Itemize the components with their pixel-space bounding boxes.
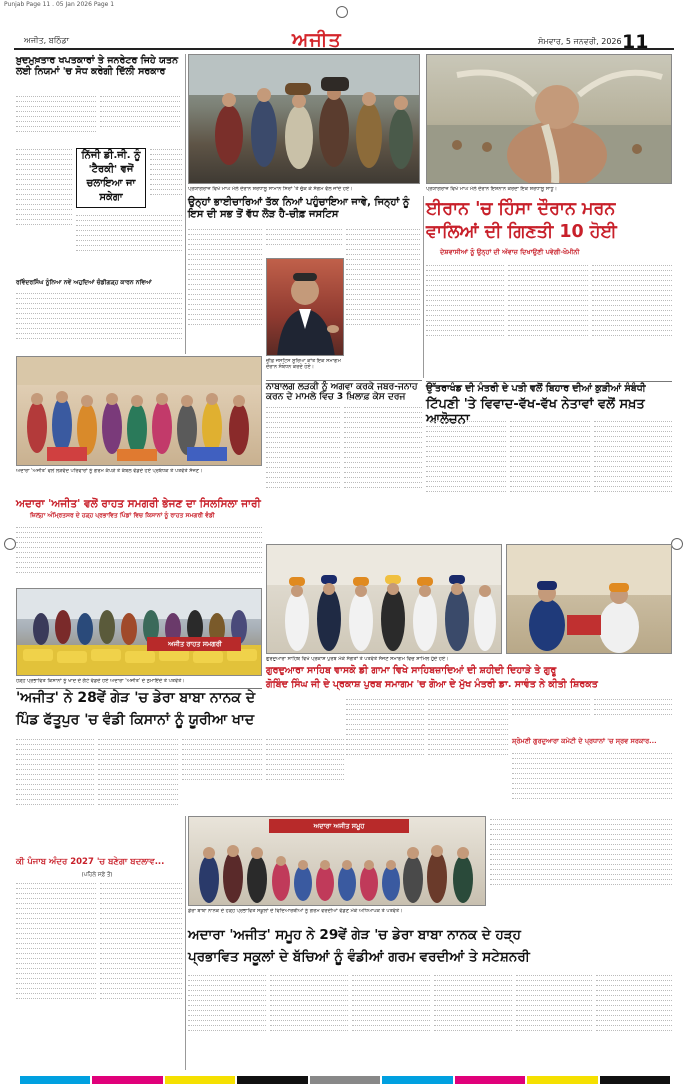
boxed-quote: ਨਿੱਜੀ ਡੀ.ਜੀ. ਨੂੰ 'ਟੈਰਕੀ' ਵਜੋਂ ਚਲਾਇਆ ਜਾ ਸਕੇਗਾ [76,148,146,208]
photo-school-students [188,816,486,906]
body-text [352,972,430,1070]
body-text [16,290,182,350]
body-text [100,880,182,1070]
column-rule [185,54,186,354]
photo-gurdwara-2 [506,544,672,654]
gurdwara-image-1 [267,545,502,654]
headline-relief: ਅਦਾਰਾ 'ਅਜੀਤ' ਵਲੋਂ ਰਾਹਤ ਸਮਗਰੀ ਭੇਜਣ ਦਾ ਸਿਲਸਿਲਾ ਜਾਰੀ [16,498,261,510]
caption-school-students: ਡੇਰਾ ਬਾਬਾ ਨਾਨਕ ਦੇ ਹੜ੍ਹ ਪ੍ਰਭਾਵਿਤ ਸਕੂਲਾਂ ਦੇ ਵਿਦਿਆਰਥੀਆਂ ਨੂੰ ਗਰਮ ਵਰਦੀਆਂ ਵੰਡਣ ਮੌਕੇ ਅਧਿਆਪਕ ਤੇ ਪਤਵੰਤੇ। [188,908,403,914]
subhead-left: ਰਵਿੰਦਰਸਿੰਘ ਨੂੰਨਿਆ ਨਵੇਂ ਅਹੁਦਿਆਂ ਚੰਡੀਗੜ੍ਹ ਕਾਰਨ ਨਵਿਆਂ [16,279,152,286]
blanket-distribution-image [17,357,262,466]
chief-justice-image [267,259,344,356]
body-text [596,972,672,1070]
banner-school: ਅਦਾਰਾ ਅਜੀਤ ਸਮੂਹ [313,822,365,830]
section-rule [426,381,672,382]
body-text [490,816,672,908]
headline-ajit-29-line1: ਅਦਾਰਾ 'ਅਜੀਤ' ਸਮੂਹ ਨੇ 29ਵੇਂ ਗੇੜ 'ਚ ਡੇਰਾ ਬਾਬਾ ਨਾਨਕ ਦੇ ਹੜ੍ਹ [188,927,521,943]
body-text [98,736,178,852]
gurdwara-image-2 [507,545,672,654]
body-text [266,736,344,814]
headline-uttarakhand-1: ਉੱਤਰਾਖੰਡ ਦੀ ਮੰਤਰੀ ਦੇ ਪਤੀ ਵਲੋਂ ਬਿਹਾਰ ਦੀਆਂ ਕੁੜੀਆਂ ਸੰਬੰਧੀ [426,383,646,394]
headline-ajit-28-line2: ਪਿੰਡ ਫੱਤੂਪੁਰ 'ਚ ਵੰਡੀ ਕਿਸਾਨਾਂ ਨੂੰ ਯੂਰੀਆ ਖਾਦ [16,712,255,728]
subhead-iran: ਦੇਸ਼ਵਾਸੀਆਂ ਨੂੰ ਉਨ੍ਹਾਂ ਦੀ ਅੱਵਾਜ਼ ਦਿਖਾਉਣੀ ਪਵੇਗੀ-ਖੋਮੀਨੀ [440,248,580,256]
body-text [346,696,424,796]
body-text [510,418,590,538]
column-rule [423,196,424,378]
color-registration-bar [20,1076,670,1084]
photo-sadhu [426,54,672,184]
page-number: 11 [622,31,649,53]
body-text [266,404,340,540]
headline-left-top: ਖ਼ੁਦਮੁਖ਼ਤਾਰ ਖਪਤਕਾਰਾਂ ਤੇ ਜਨਰੇਟਰ ਜਿਹੇ ਯਤਨ ਲਈ ਨਿਯਮਾਂ 'ਚ ਸੋਧ ਕਰੇਗੀ ਦਿੱਲੀ ਸਰਕਾਰ [16,55,179,77]
banner-relief: ਅਜੀਤ ਰਾਹਤ ਸਮਗਰੀ [168,640,222,648]
body-text [346,226,420,376]
headline-iran: ਈਰਾਨ 'ਚ ਹਿੰਸਾ ਦੌਰਾਨ ਮਰਨ ਵਾਲਿਆਂ ਦੀ ਗਿਣਤੀ 10 ਹੋਈ [426,199,617,242]
body-text [16,146,72,276]
photo-chief-justice [266,258,344,356]
body-text [426,262,504,378]
photo-pilgrims [188,54,420,184]
caption-gurdwara: ਗੁਰਦੁਆਰਾ ਸਾਹਿਬ ਵਿਖੇ ਪ੍ਰਕਾਸ਼ ਪੁਰਬ ਮੌਕੇ ਸੰਗਤਾਂ ਤੇ ਪਤਵੰਤੇ ਸੱਜਣ ਸਮਾਗਮ ਵਿਚ ਸ਼ਾਮਿਲ ਹੁੰਦੇ ਹੋਏ। [266,656,449,662]
headline-minor-case: ਨਾਬਾਲਗ ਲੜਕੀ ਨੂੰ ਅਗਵਾ ਕਰਕੇ ਜਬਰ-ਜਨਾਹ ਕਰਨ ਦੇ ਮਾਮਲੇ ਵਿਚ 3 ਖ਼ਿਲਾਫ਼ ਕੇਸ ਦਰਜ [266,382,418,403]
caption-blanket-distribution: ਅਦਾਰਾ 'ਅਜੀਤ' ਵਲੋਂ ਲੋੜਵੰਦ ਪਰਿਵਾਰਾਂ ਨੂੰ ਗਰਮ ਕੱਪੜੇ ਤੇ ਕੰਬਲ ਵੰਡਦੇ ਹੋਏ ਪ੍ਰਬੰਧਕ ਤੇ ਪਤਵੰਤੇ ਸੱਜਣ। [16,468,203,474]
continued-label: (ਪਹਿਲੇ ਸਫ਼ੇ ਤੋਂ) [81,872,113,878]
subhead-sgpc: ਸ਼੍ਰੋਮਣੀ ਗੁਰਦੁਆਰਾ ਕਮੇਟੀ ਦੇ ਪ੍ਰਧਾਨਾਂ 'ਚ ਸ੍ਰਵ ਸਰਕਾਰ... [512,737,657,745]
sadhu-image [427,55,672,184]
body-text [508,262,588,378]
body-text [594,696,672,736]
body-text [100,94,180,142]
photo-blanket-distribution [16,356,262,466]
body-text [188,972,266,1070]
body-text [434,972,512,1070]
photo-fertilizer-bags [16,588,262,676]
headline-uttarakhand-2: ਟਿੱਪਣੀ 'ਤੇ ਵਿਵਾਦ-ਵੱਖ-ਵੱਖ ਨੇਤਾਵਾਂ ਵਲੋਂ ਸਖ਼ਤ ਆਲੋਚਨਾ [426,397,645,427]
edition-label: ਅਜੀਤ, ਬਠਿੰਡਾ [24,36,70,45]
caption-pilgrims: ਪ੍ਰਯਾਗਰਾਜ ਵਿਖੇ ਮਾਘ ਮੇਲੇ ਦੌਰਾਨ ਸ਼ਰਧਾਲੂ ਸਾਮਾਨ ਸਿਰਾਂ 'ਤੇ ਚੁੱਕ ਕੇ ਸੰਗਮ ਵੱਲ ਜਾਂਦੇ ਹੋਏ। [188,186,353,192]
body-text [344,404,422,540]
body-text [16,524,262,586]
headline-gurdwara-1: ਗੁਰਦੁਆਰਾ ਸਾਹਿਬ ਵਾਸਕੋ ਡੀ ਗਾਮਾ ਵਿਖੇ ਸਾਹਿਬਜ਼ਾਦਿਆਂ ਦੀ ਸ਼ਹੀਦੀ ਦਿਹਾੜੇ ਤੇ ਗੁਰੂ [266,665,557,676]
body-text [266,226,342,256]
crop-mark-icon [336,6,348,18]
masthead: ਅਜੀਤ [292,29,342,51]
body-text [512,750,672,814]
body-text [516,972,592,1070]
page-date: ਸੋਮਵਾਰ, 5 ਜਨਵਰੀ, 2026 [538,37,622,46]
body-text [594,418,672,538]
section-rule [16,688,262,689]
headline-ajit-28-line1: 'ਅਜੀਤ' ਨੇ 28ਵੇਂ ਗੇੜ 'ਚ ਡੇਰਾ ਬਾਬਾ ਨਾਨਕ ਦੇ [16,690,256,706]
caption-sadhu: ਪ੍ਰਯਾਗਰਾਜ ਵਿਖੇ ਮਾਘ ਮੇਲੇ ਦੌਰਾਨ ਇਸ਼ਨਾਨ ਕਰਦਾ ਇਕ ਸ਼ਰਧਾਲੂ ਸਾਧੂ। [426,186,558,192]
photo-gurdwara-1 [266,544,502,654]
print-slug: Punjab Page 11 . 05 Jan 2026 Page 1 [4,1,115,8]
crop-mark-icon [671,538,683,550]
body-text [592,262,672,378]
column-rule [185,816,186,1070]
headline-ajit-29-line2: ਪ੍ਰਭਾਵਿਤ ਸਕੂਲਾਂ ਦੇ ਬੱਚਿਆਂ ਨੂੰ ਵੰਡੀਆਂ ਗਰਮ ਵਰਦੀਆਂ ਤੇ ਸਟੇਸ਼ਨਰੀ [188,949,530,965]
headline-punjab-2027: ਕੀ ਪੰਜਾਬ ਅੰਦਰ 2027 'ਚ ਬਣੇਗਾ ਬਦਲਾਵ... [16,857,165,867]
headline-gurdwara-2: ਗੋਬਿੰਦ ਸਿੰਘ ਜੀ ਦੇ ਪ੍ਰਕਾਸ਼ ਪੁਰਬ ਸਮਾਗਮ 'ਚ ਗੋਆ ਦੇ ਮੁੱਖ ਮੰਤਰੀ ਡਾ. ਸਾਵੰਤ ਨੇ ਕੀਤੀ ਸ਼ਿਰਕਤ [266,679,598,690]
body-text [16,736,94,852]
body-text [182,736,262,814]
body-text [16,880,96,1070]
section-rule [266,380,422,381]
headline-justice: ਉਨ੍ਹਾਂ ਭਾਈਚਾਰਿਆਂ ਤੱਕ ਨਿਆਂ ਪਹੁੰਚਾਇਆ ਜਾਵੇ, ਜਿਨ੍ਹਾਂ ਨੂੰ ਇਸ ਦੀ ਸਭ ਤੋਂ ਵੱਧ ਲੋੜ ਹੈ-ਚੀਫ਼ ਜਸਟਿਸ [188,197,410,220]
caption-chief-justice: ਚੀਫ਼ ਜਸਟਿਸ ਸੂਰਿਆ ਕਾਂਤ ਇਕ ਸਮਾਗਮ ਦੌਰਾਨ ਸੰਬੋਧਨ ਕਰਦੇ ਹੋਏ। [266,358,341,370]
body-text [428,696,508,796]
subhead-relief: ਜ਼ਿਲ੍ਹਾ ਅੰਮ੍ਰਿਤਸਰ ਦੇ ਹੜ੍ਹ ਪ੍ਰਭਾਵਿਤ ਪਿੰਡਾਂ ਵਿਚ ਕਿਸਾਨਾਂ ਨੂੰ ਰਾਹਤ ਸਮਗਰੀ ਵੰਡੀ [30,512,215,519]
caption-fertilizer: ਹੜ੍ਹ ਪ੍ਰਭਾਵਿਤ ਕਿਸਾਨਾਂ ਨੂੰ ਖਾਦ ਦੇ ਗੱਟੇ ਵੰਡਦੇ ਹੋਏ ਅਦਾਰਾ 'ਅਜੀਤ' ਦੇ ਨੁਮਾਇੰਦੇ ਤੇ ਪਤਵੰਤੇ। [16,678,185,684]
body-text [426,418,506,538]
pilgrims-image [189,55,420,184]
body-text [16,94,96,144]
body-text [270,972,348,1070]
body-text [76,212,182,276]
crop-mark-icon [4,538,16,550]
body-text [512,696,590,736]
fertilizer-bags-image [17,589,262,676]
body-text [188,226,262,376]
